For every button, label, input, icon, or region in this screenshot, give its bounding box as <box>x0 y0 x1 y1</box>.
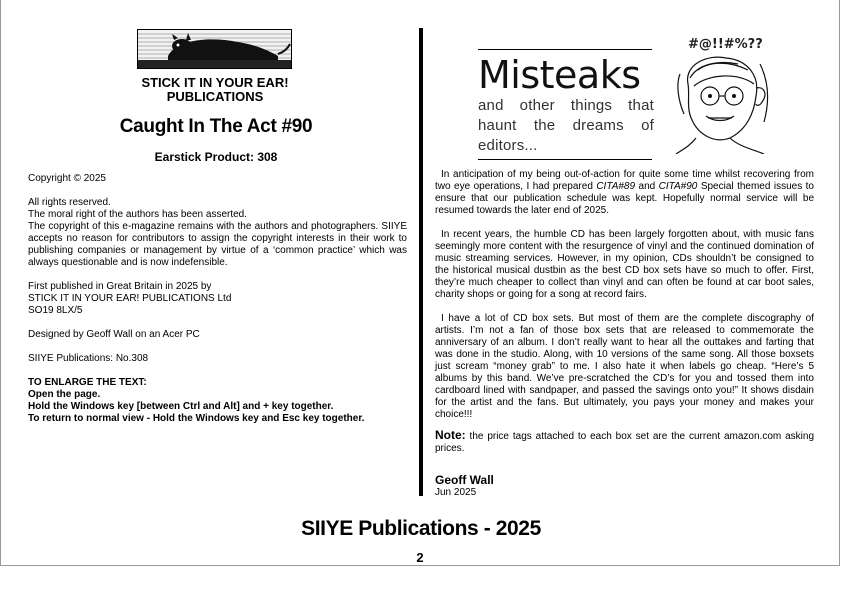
enlarge-heading: TO ENLARGE THE TEXT: <box>28 377 147 388</box>
imprint-text <box>28 173 407 425</box>
enlarge-step-2: Hold the Windows key [between Ctrl and Alt] and + key together. <box>28 401 334 412</box>
moral-rights-line: The moral right of the authors has been asserted. <box>28 209 248 220</box>
paragraph-1 <box>435 169 814 217</box>
editor-caricature-icon <box>668 34 774 154</box>
rat-logo-icon <box>138 30 291 68</box>
publisher-logo <box>137 29 292 69</box>
section-heading: Misteaks <box>478 53 641 97</box>
publication-number: SIIYE Publications: No.308 <box>28 353 149 364</box>
rights-line: All rights reserved. <box>28 197 111 208</box>
copyright-line: Copyright © 2025 <box>28 173 106 184</box>
paragraph-3: I have a lot of CD box sets. But most of them are the complete discography of artists. I’m not a fan of those box sets that are released to commemorate the anniversary of an album. I don’t really want to hear all the outtakes and farting that was done in the studio. Along, with 10 versions of the same song. All those boxsets just scream “money grab” to me. I also hate it when labels go cheap. “Here’s 5 albums by this band. We’ve pre-scratched the CD’s for you and tossed them into cardboard lined with sandpaper, and passed the savings onto you!” It shows disdain for the artist and the fans. But ultimately, you pays your money and makes your choice!!! <box>435 313 814 420</box>
publisher-company: STICK IT IN YOUR EAR! PUBLICATIONS Ltd <box>28 293 232 304</box>
editorial-body <box>435 169 814 455</box>
note-label: Note: <box>435 428 466 442</box>
heading-rule-bottom <box>478 159 652 160</box>
first-published-line: First published in Great Britain in 2025 by <box>28 281 212 292</box>
enlarge-step-3: To return to normal view - Hold the Windows key and Esc key together. <box>28 413 365 424</box>
note-text: the price tags attached to each box set are the current amazon.com asking prices. <box>435 431 814 454</box>
swear-scribble: #@!!#%?? <box>688 37 763 52</box>
column-divider <box>419 28 423 496</box>
paragraph-2: In recent years, the humble CD has been largely forgotten about, with music fans seemingly more content with the resurgence of vinyl and the continued domination of music streaming services. However, in my opinion, CDs shouldn’t be consigned to the historical musical dustbin as the best CD box sets have so much to offer. First, they’re much cheaper to collect than vinyl and can often be found at car boot sales, charity shops or going for a song at record fairs. <box>435 229 814 300</box>
enlarge-step-1: Open the page. <box>28 389 101 400</box>
article-date: Jun 2025 <box>435 487 477 498</box>
magazine-title: Caught In The Act #90 <box>119 116 313 137</box>
publisher-name <box>100 76 330 104</box>
designed-by: Designed by Geoff Wall on an Acer PC <box>28 329 200 340</box>
postcode: SO19 8LX/5 <box>28 305 83 316</box>
paragraph-1-part-a: In anticipation of my being out-of-action for quite some time whilst recovering from two eye operations, I had prepared <box>435 169 814 192</box>
paragraph-1-and: and <box>635 181 659 192</box>
copyright-note: The copyright of this e-magazine remains with the authors and photographers. SIIYE accepts no reason for contributors to assign the copyright interests in their work to publishing companies or management by virtue of a ‘common practice’ which was always questionable and is now indefensible. <box>28 221 407 268</box>
publisher-line-2: PUBLICATIONS <box>166 89 264 104</box>
cita89-ref: CITA#89 <box>596 181 636 192</box>
page-number: 2 <box>416 550 424 565</box>
footer-title: SIIYE Publications - 2025 <box>301 517 541 540</box>
product-number: Earstick Product: 308 <box>154 150 278 164</box>
section-subtitle: and other things that haunt the dreams of editors... <box>478 97 654 154</box>
note-paragraph <box>435 429 814 455</box>
publisher-line-1: STICK IT IN YOUR EAR! <box>141 75 289 90</box>
heading-rule-top <box>478 49 652 50</box>
author-name: Geoff Wall <box>435 473 494 487</box>
paragraph-1-part-b: Special themed issues to ensure that our publication schedule was kept. Hopefully normal service will be resumed towards the later end of 2025. <box>435 181 814 216</box>
cita90-ref: CITA#90 <box>658 181 698 192</box>
